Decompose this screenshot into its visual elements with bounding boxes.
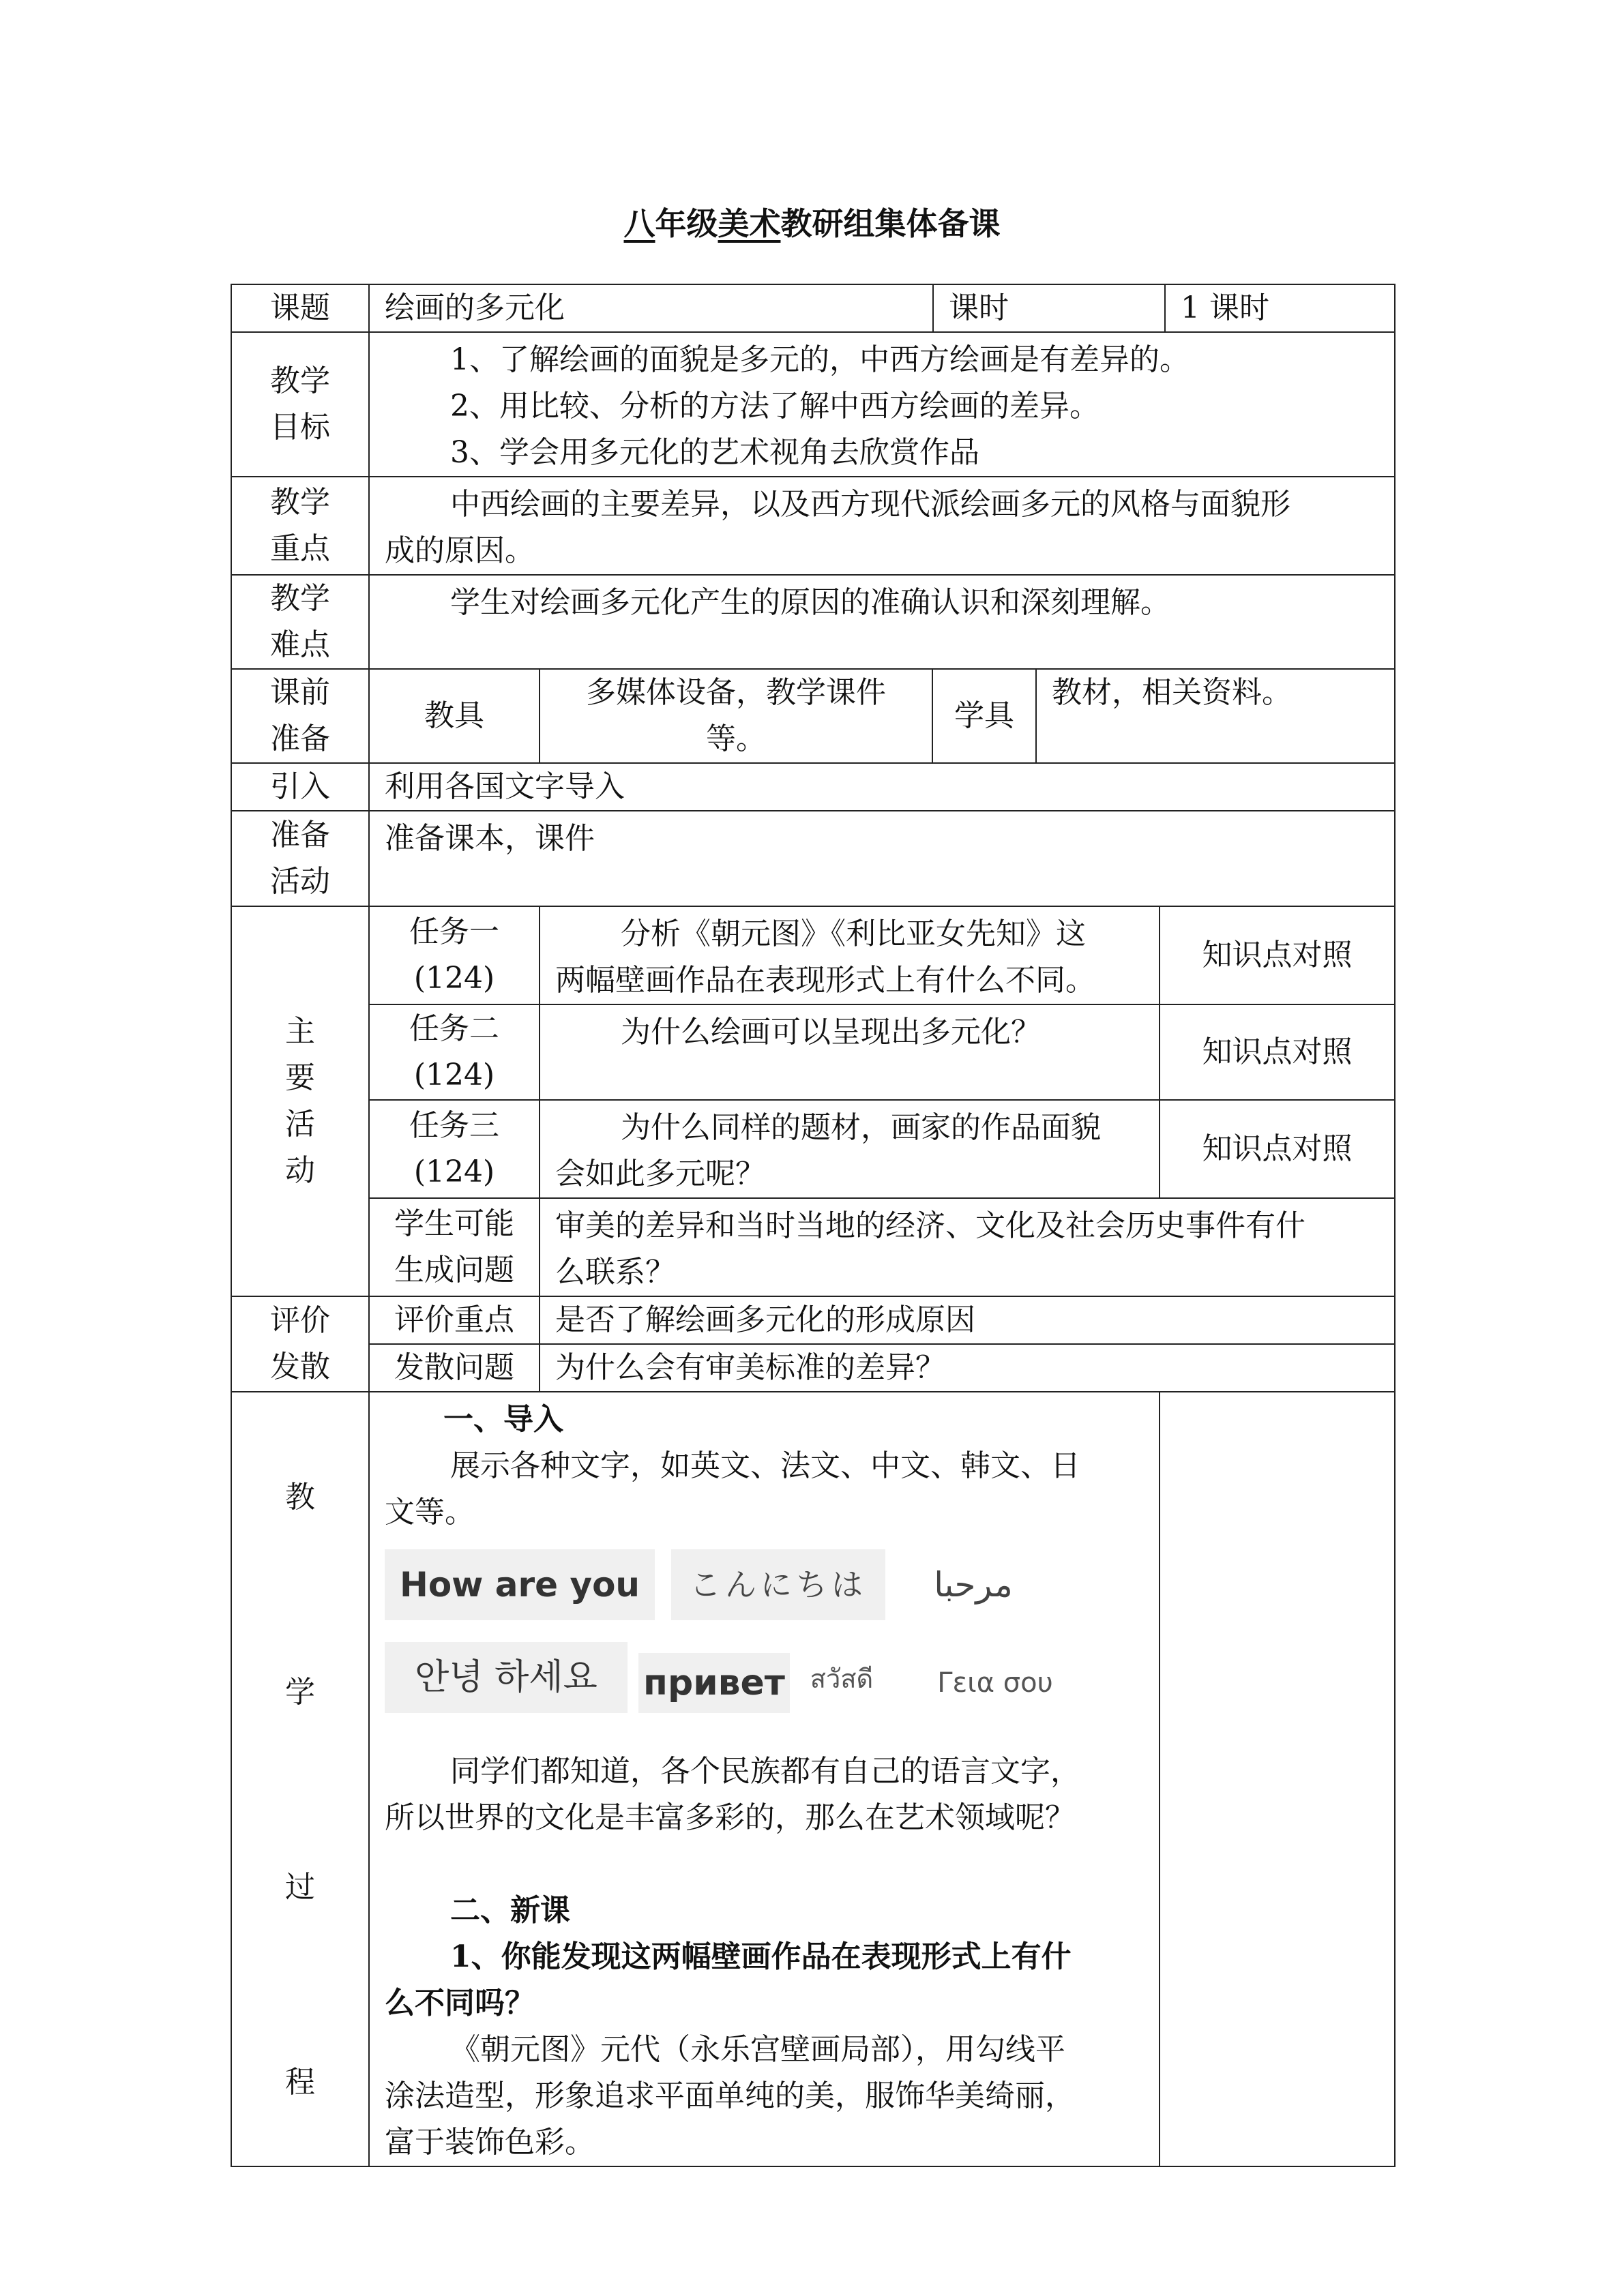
greeting-english: How are you bbox=[385, 1549, 655, 1620]
hours-label: 课时 bbox=[933, 285, 1165, 331]
difficulties-row bbox=[231, 575, 1395, 669]
key-points-row bbox=[231, 477, 1395, 575]
preparation-inner bbox=[540, 670, 1396, 762]
topic-value: 绘画的多元化 bbox=[370, 285, 933, 331]
objectives-label: 教学 目标 bbox=[231, 332, 369, 477]
topic-cell bbox=[369, 284, 1395, 332]
process-notes bbox=[1160, 1392, 1395, 2166]
difficulties-label: 教学 难点 bbox=[231, 575, 369, 669]
key-points-text: 中西绘画的主要差异，以及西方现代派绘画多元的风格与面貌形 成的原因。 bbox=[369, 477, 1395, 575]
process-label: 教 学 过 程 bbox=[231, 1392, 369, 2166]
task-name: 任务三 (124) bbox=[369, 1100, 540, 1198]
evaluation-focus-label: 评价重点 bbox=[369, 1296, 540, 1344]
lesson-plan-table bbox=[231, 284, 1396, 2167]
section-heading: 一、导入 bbox=[443, 1402, 563, 1437]
task-note: 知识点对照 bbox=[1160, 1100, 1395, 1198]
objectives-list bbox=[369, 332, 1395, 477]
task-row bbox=[231, 1100, 1395, 1198]
topic-row bbox=[231, 284, 1395, 332]
topic-inner bbox=[370, 285, 1396, 331]
objective-item: 3、学会用多元化的艺术视角去欣赏作品 bbox=[450, 435, 979, 470]
key-points-label: 教学 重点 bbox=[231, 477, 369, 575]
tools-label: 教具 bbox=[369, 669, 540, 763]
student-questions-label: 学生可能 生成问题 bbox=[369, 1198, 540, 1296]
process-content: 一、导入 展示各种文字，如英文、法文、中文、韩文、日 文等。 How are you こんにちは مرحبا 안녕 하세요 привет สวัสดี Γεια σου 同学们都知道，各个民族都有自己的语言文字， 所以世界的文化是丰富多彩的，那么在艺术领域呢？ 二、新课 1、你能发现这两幅壁画作品在表现形式上有什 么不同吗？ 《朝元图》元代（永乐宫壁画局部），用勾线平 涂法造型，形象追求平面单纯的美，服饰华美绮丽， 富于装饰色彩。 bbox=[369, 1392, 1160, 2166]
task-row bbox=[231, 906, 1395, 1004]
hours-value: 1 课时 bbox=[1181, 290, 1269, 325]
greeting-russian: привет bbox=[638, 1653, 790, 1713]
objective-item: 2、用比较、分析的方法了解中西方绘画的差异。 bbox=[450, 389, 1099, 423]
greeting-arabic: مرحبا bbox=[934, 1565, 1013, 1605]
difficulties-text: 学生对绘画多元化产生的原因的准确认识和深刻理解。 bbox=[369, 575, 1395, 669]
task-note: 知识点对照 bbox=[1160, 1004, 1395, 1100]
greeting-thai: สวัสดี bbox=[810, 1664, 874, 1694]
prep-activity-value: 准备课本，课件 bbox=[369, 811, 1395, 906]
objective-item: 1、了解绘画的面貌是多元的，中西方绘画是有差异的。 bbox=[450, 342, 1190, 377]
student-materials-value: 教材，相关资料。 bbox=[1052, 675, 1292, 710]
greeting-greek: Γεια σου bbox=[937, 1667, 1053, 1699]
prep-activity-label: 准备 活动 bbox=[231, 811, 369, 906]
process-row bbox=[231, 1392, 1395, 2166]
task-description: 分析《朝元图》《利比亚女先知》这 两幅壁画作品在表现形式上有什么不同。 bbox=[540, 906, 1160, 1004]
task-name: 任务一 (124) bbox=[369, 906, 540, 1004]
preparation-row bbox=[231, 669, 1395, 763]
title-grade-suffix: 年级 bbox=[655, 205, 718, 242]
intro-row bbox=[231, 763, 1395, 811]
task-name: 任务二 (124) bbox=[369, 1004, 540, 1100]
divergence-label: 发散问题 bbox=[369, 1344, 540, 1392]
title-rest: 教研组集体备课 bbox=[780, 205, 1001, 242]
task-description: 为什么绘画可以呈现出多元化？ bbox=[540, 1004, 1160, 1100]
title-grade: 八 bbox=[623, 205, 655, 242]
section-heading: 二、新课 bbox=[450, 1893, 570, 1928]
greeting-japanese: こんにちは bbox=[671, 1549, 885, 1620]
task-note: 知识点对照 bbox=[1160, 906, 1395, 1004]
student-materials-label: 学具 bbox=[932, 670, 1036, 762]
task-description: 为什么同样的题材，画家的作品面貌 会如此多元呢？ bbox=[540, 1100, 1160, 1198]
divergence-row bbox=[231, 1344, 1395, 1392]
greeting-korean: 안녕 하세요 bbox=[385, 1642, 628, 1713]
tools-value: 多媒体设备，教学课件 等。 bbox=[540, 670, 932, 762]
intro-label: 引入 bbox=[231, 763, 369, 811]
title-subject: 美术 bbox=[718, 205, 781, 242]
preparation-cell bbox=[540, 669, 1395, 763]
topic-label: 课题 bbox=[231, 284, 369, 332]
evaluation-focus-value: 是否了解绘画多元化的形成原因 bbox=[540, 1296, 1395, 1344]
student-questions-text: 审美的差异和当时当地的经济、文化及社会历史事件有什 么联系？ bbox=[540, 1198, 1395, 1296]
evaluation-label: 评价 发散 bbox=[231, 1296, 369, 1392]
main-activity-label: 主 要 活 动 bbox=[231, 906, 369, 1296]
intro-value: 利用各国文字导入 bbox=[369, 763, 1395, 811]
page-title bbox=[0, 199, 1624, 244]
divergence-value: 为什么会有审美标准的差异？ bbox=[540, 1344, 1395, 1392]
evaluation-row bbox=[231, 1296, 1395, 1344]
student-questions-row bbox=[231, 1198, 1395, 1296]
greetings-image bbox=[385, 1542, 1144, 1740]
task-row bbox=[231, 1004, 1395, 1100]
prep-activity-row bbox=[231, 811, 1395, 906]
preparation-label: 课前 准备 bbox=[231, 669, 369, 763]
objectives-row bbox=[231, 332, 1395, 477]
